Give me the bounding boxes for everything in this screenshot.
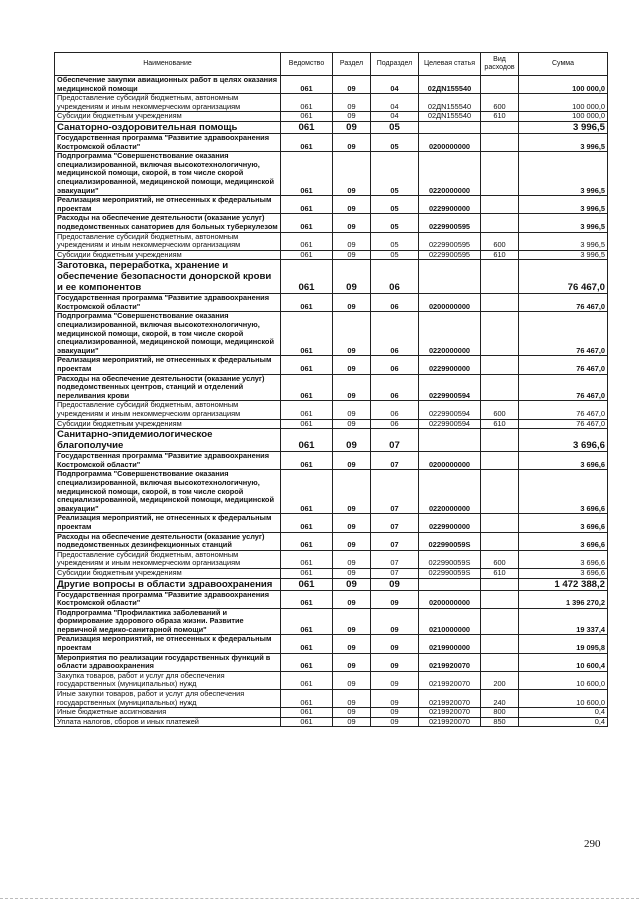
cell-name: Закупка товаров, работ и услуг для обеспечения государственных (муниципальных) нужд [55,671,281,689]
cell-target-article: 0200000000 [419,294,481,312]
cell-name: Мероприятия по реализации государственных функций в области здравоохранения [55,653,281,671]
cell-vedomstvo: 061 [281,294,333,312]
cell-target-article: 02ДN155540 [419,76,481,94]
header-razdel: Раздел [333,53,371,76]
cell-vedomstvo: 061 [281,94,333,112]
table-row [55,196,608,214]
cell-expense-type: 800 [481,708,519,718]
cell-vedomstvo: 061 [281,374,333,401]
cell-sum: 100 000,0 [519,76,608,94]
cell-sum: 0,4 [519,708,608,718]
table-row [55,653,608,671]
cell-target-article: 0229900000 [419,196,481,214]
cell-podrazdel: 09 [371,653,419,671]
cell-expense-type [481,356,519,374]
cell-vedomstvo: 061 [281,590,333,608]
cell-target-article: 0220000000 [419,312,481,356]
cell-name: Субсидии бюджетным учреждениям [55,419,281,429]
budget-document [54,52,607,727]
cell-target-article: 0219920070 [419,671,481,689]
cell-name: Подпрограмма "Профилактика заболеваний и формирование здорового образа жизни. Развитие первичной медико-санитарной помощи" [55,608,281,635]
cell-target-article: 02ДN155540 [419,112,481,122]
cell-sum: 1 472 388,2 [519,578,608,590]
cell-razdel: 09 [333,635,371,653]
cell-vedomstvo: 061 [281,152,333,196]
cell-target-article: 0219920070 [419,690,481,708]
cell-sum: 76 467,0 [519,294,608,312]
cell-name: Подпрограмма "Совершенствование оказания специализированной, включая высокотехнологичную, медицинской помощи, скорой, в том числе скорой специализированной, медицинской помощи, медицинской эвакуации" [55,470,281,514]
cell-name: Расходы на обеспечение деятельности (оказание услуг) подведомственных центров, станций и отделений переливания крови [55,374,281,401]
cell-target-article: 0200000000 [419,590,481,608]
cell-name: Расходы на обеспечение деятельности (оказание услуг) подведомственных дезинфекционных станций [55,532,281,550]
cell-sum: 3 996,5 [519,196,608,214]
cell-razdel: 09 [333,717,371,727]
cell-razdel: 09 [333,653,371,671]
cell-razdel: 09 [333,671,371,689]
cell-razdel: 09 [333,590,371,608]
cell-vedomstvo: 061 [281,312,333,356]
cell-name: Государственная программа "Развитие здравоохранения Костромской области" [55,590,281,608]
cell-sum: 76 467,0 [519,401,608,419]
cell-target-article: 0220000000 [419,470,481,514]
cell-sum: 100 000,0 [519,94,608,112]
cell-podrazdel: 05 [371,250,419,260]
cell-name: Предоставление субсидий бюджетным, автономным учреждениям и иным некоммерческим организациям [55,550,281,568]
cell-expense-type: 610 [481,250,519,260]
cell-vedomstvo: 061 [281,635,333,653]
cell-target-article: 0229900594 [419,419,481,429]
budget-table [54,52,608,727]
cell-razdel: 09 [333,608,371,635]
cell-expense-type [481,608,519,635]
table-row [55,260,608,294]
cell-sum: 1 396 270,2 [519,590,608,608]
cell-sum: 76 467,0 [519,356,608,374]
table-row [55,401,608,419]
header-vedomstvo: Ведомство [281,53,333,76]
cell-name: Уплата налогов, сборов и иных платежей [55,717,281,727]
table-row [55,452,608,470]
cell-name: Иные бюджетные ассигнования [55,708,281,718]
table-row [55,312,608,356]
cell-name: Государственная программа "Развитие здравоохранения Костромской области" [55,294,281,312]
cell-name: Санаторно-оздоровительная помощь [55,121,281,133]
cell-podrazdel: 09 [371,590,419,608]
header-name: Наименование [55,53,281,76]
cell-target-article: 0200000000 [419,452,481,470]
header-podrazdel: Подраздел [371,53,419,76]
cell-podrazdel: 06 [371,401,419,419]
table-row [55,608,608,635]
cell-podrazdel: 09 [371,635,419,653]
cell-podrazdel: 05 [371,121,419,133]
cell-podrazdel: 09 [371,671,419,689]
cell-sum: 76 467,0 [519,260,608,294]
cell-target-article: 0210000000 [419,608,481,635]
cell-expense-type [481,514,519,532]
cell-name: Заготовка, переработка, хранение и обеспечение безопасности донорской крови и ее компонентов [55,260,281,294]
cell-sum: 3 996,5 [519,214,608,232]
cell-sum: 3 696,6 [519,550,608,568]
header-sum: Сумма [519,53,608,76]
cell-vedomstvo: 061 [281,121,333,133]
cell-vedomstvo: 061 [281,356,333,374]
table-row [55,121,608,133]
cell-expense-type: 240 [481,690,519,708]
cell-expense-type: 610 [481,568,519,578]
cell-sum: 19 095,8 [519,635,608,653]
table-row [55,470,608,514]
page-number: 290 [584,838,601,850]
cell-podrazdel: 06 [371,374,419,401]
cell-target-article: 0229900594 [419,401,481,419]
cell-name: Расходы на обеспечение деятельности (оказание услуг) подведомственных санаториев для больных туберкулезом [55,214,281,232]
cell-expense-type [481,260,519,294]
table-row [55,690,608,708]
cell-podrazdel: 06 [371,312,419,356]
cell-target-article: 0220000000 [419,152,481,196]
cell-name: Предоставление субсидий бюджетным, автономным учреждениям и иным некоммерческим организациям [55,232,281,250]
cell-vedomstvo: 061 [281,653,333,671]
cell-podrazdel: 06 [371,356,419,374]
cell-podrazdel: 06 [371,419,419,429]
cell-name: Подпрограмма "Совершенствование оказания специализированной, включая высокотехнологичную, медицинской помощи, скорой, в том числе скорой специализированной, медицинской помощи, медицинской эвакуации" [55,152,281,196]
table-row [55,94,608,112]
cell-sum: 76 467,0 [519,312,608,356]
cell-target-article: 022990059S [419,532,481,550]
cell-expense-type [481,532,519,550]
cell-sum: 3 696,6 [519,532,608,550]
cell-vedomstvo: 061 [281,608,333,635]
cell-target-article: 0200000000 [419,133,481,151]
cell-razdel: 09 [333,708,371,718]
cell-sum: 0,4 [519,717,608,727]
cell-razdel: 09 [333,250,371,260]
table-header-row [55,53,608,76]
cell-expense-type: 850 [481,717,519,727]
cell-vedomstvo: 061 [281,76,333,94]
table-row [55,590,608,608]
cell-podrazdel: 04 [371,76,419,94]
table-row [55,133,608,151]
cell-vedomstvo: 061 [281,429,333,452]
cell-expense-type [481,374,519,401]
cell-expense-type [481,578,519,590]
cell-razdel: 09 [333,152,371,196]
cell-expense-type [481,152,519,196]
cell-podrazdel: 04 [371,112,419,122]
cell-expense-type: 610 [481,419,519,429]
cell-sum: 3 996,5 [519,121,608,133]
cell-sum: 76 467,0 [519,419,608,429]
cell-razdel: 09 [333,374,371,401]
cell-razdel: 09 [333,112,371,122]
cell-podrazdel: 07 [371,550,419,568]
cell-expense-type [481,294,519,312]
cell-vedomstvo: 061 [281,214,333,232]
cell-vedomstvo: 061 [281,250,333,260]
cell-expense-type: 200 [481,671,519,689]
cell-vedomstvo: 061 [281,568,333,578]
cell-sum: 3 696,6 [519,429,608,452]
cell-name: Реализация мероприятий, не отнесенных к федеральным проектам [55,635,281,653]
cell-name: Иные закупки товаров, работ и услуг для обеспечения государственных (муниципальных) нужд [55,690,281,708]
cell-sum: 100 000,0 [519,112,608,122]
cell-target-article: 0219900000 [419,635,481,653]
table-row [55,568,608,578]
cell-name: Другие вопросы в области здравоохранения [55,578,281,590]
cell-target-article: 0219920070 [419,717,481,727]
cell-vedomstvo: 061 [281,196,333,214]
table-row [55,250,608,260]
cell-razdel: 09 [333,401,371,419]
cell-expense-type: 610 [481,112,519,122]
table-row [55,514,608,532]
cell-target-article: 02ДN155540 [419,94,481,112]
table-row [55,708,608,718]
cell-razdel: 09 [333,232,371,250]
table-row [55,635,608,653]
cell-name: Субсидии бюджетным учреждениям [55,568,281,578]
table-row [55,112,608,122]
cell-sum: 10 600,0 [519,671,608,689]
cell-podrazdel: 04 [371,94,419,112]
cell-expense-type [481,452,519,470]
cell-podrazdel: 07 [371,429,419,452]
cell-target-article [419,578,481,590]
cell-expense-type [481,121,519,133]
cell-razdel: 09 [333,429,371,452]
cell-razdel: 09 [333,94,371,112]
cell-expense-type [481,429,519,452]
cell-target-article: 0219920070 [419,653,481,671]
cell-razdel: 09 [333,356,371,374]
table-row [55,671,608,689]
cell-vedomstvo: 061 [281,419,333,429]
cell-expense-type: 600 [481,401,519,419]
cell-expense-type: 600 [481,232,519,250]
cell-sum: 19 337,4 [519,608,608,635]
cell-vedomstvo: 061 [281,708,333,718]
cell-vedomstvo: 061 [281,532,333,550]
cell-razdel: 09 [333,312,371,356]
cell-sum: 76 467,0 [519,374,608,401]
cell-vedomstvo: 061 [281,470,333,514]
table-row [55,356,608,374]
cell-target-article: 0229900595 [419,214,481,232]
cell-sum: 3 696,6 [519,568,608,578]
cell-podrazdel: 09 [371,717,419,727]
cell-podrazdel: 05 [371,133,419,151]
cell-sum: 3 996,5 [519,250,608,260]
cell-vedomstvo: 061 [281,578,333,590]
cell-vedomstvo: 061 [281,133,333,151]
cell-razdel: 09 [333,514,371,532]
cell-podrazdel: 07 [371,452,419,470]
cell-name: Реализация мероприятий, не отнесенных к федеральным проектам [55,514,281,532]
cell-podrazdel: 05 [371,152,419,196]
cell-vedomstvo: 061 [281,514,333,532]
cell-expense-type [481,214,519,232]
cell-vedomstvo: 061 [281,690,333,708]
cell-vedomstvo: 061 [281,452,333,470]
table-row [55,717,608,727]
cell-sum: 3 696,6 [519,452,608,470]
cell-razdel: 09 [333,419,371,429]
cell-vedomstvo: 061 [281,401,333,419]
cell-expense-type [481,196,519,214]
cell-target-article: 022990059S [419,550,481,568]
cell-expense-type [481,653,519,671]
cell-razdel: 09 [333,550,371,568]
cell-razdel: 09 [333,690,371,708]
cell-target-article: 0219920070 [419,708,481,718]
cell-target-article: 022990059S [419,568,481,578]
cell-podrazdel: 09 [371,578,419,590]
cell-sum: 10 600,4 [519,653,608,671]
cell-podrazdel: 07 [371,568,419,578]
cell-vedomstvo: 061 [281,260,333,294]
cell-expense-type: 600 [481,94,519,112]
cell-name: Подпрограмма "Совершенствование оказания специализированной, включая высокотехнологичную, медицинской помощи, скорой, в том числе скорой специализированной, медицинской помощи, медицинской эвакуации" [55,312,281,356]
cell-sum: 3 996,5 [519,232,608,250]
cell-podrazdel: 09 [371,708,419,718]
cell-target-article [419,429,481,452]
cell-vedomstvo: 061 [281,671,333,689]
cell-podrazdel: 05 [371,214,419,232]
table-row [55,429,608,452]
cell-sum: 3 996,5 [519,133,608,151]
table-row [55,76,608,94]
table-row [55,419,608,429]
cell-target-article: 0229900595 [419,250,481,260]
cell-sum: 3 996,5 [519,152,608,196]
cell-razdel: 09 [333,452,371,470]
cell-razdel: 09 [333,76,371,94]
cell-razdel: 09 [333,532,371,550]
cell-name: Субсидии бюджетным учреждениям [55,250,281,260]
cell-expense-type: 600 [481,550,519,568]
cell-razdel: 09 [333,578,371,590]
cell-name: Санитарно-эпидемиологическое благополучие [55,429,281,452]
cell-razdel: 09 [333,196,371,214]
cell-name: Предоставление субсидий бюджетным, автономным учреждениям и иным некоммерческим организациям [55,401,281,419]
header-target-article: Целевая статья [419,53,481,76]
cell-name: Предоставление субсидий бюджетным, автономным учреждениям и иным некоммерческим организациям [55,94,281,112]
cell-sum: 3 696,6 [519,514,608,532]
cell-target-article: 0229900000 [419,356,481,374]
cell-vedomstvo: 061 [281,717,333,727]
cell-target-article [419,121,481,133]
cell-podrazdel: 06 [371,294,419,312]
cell-podrazdel: 06 [371,260,419,294]
cell-target-article: 0229900594 [419,374,481,401]
cell-vedomstvo: 061 [281,232,333,250]
cell-razdel: 09 [333,260,371,294]
cell-razdel: 09 [333,294,371,312]
cell-expense-type [481,635,519,653]
table-row [55,374,608,401]
cell-target-article [419,260,481,294]
cell-podrazdel: 05 [371,232,419,250]
cell-target-article: 0229900000 [419,514,481,532]
cell-expense-type [481,133,519,151]
cell-podrazdel: 07 [371,470,419,514]
cell-podrazdel: 07 [371,514,419,532]
cell-podrazdel: 09 [371,608,419,635]
cell-expense-type [481,590,519,608]
scan-edge-line [0,898,639,899]
cell-name: Субсидии бюджетным учреждениям [55,112,281,122]
table-row [55,532,608,550]
table-row [55,550,608,568]
cell-sum: 3 696,6 [519,470,608,514]
cell-target-article: 0229900595 [419,232,481,250]
cell-expense-type [481,312,519,356]
cell-name: Обеспечение закупки авиационных работ в целях оказания медицинской помощи [55,76,281,94]
header-expense-type: Вид расходов [481,53,519,76]
cell-podrazdel: 09 [371,690,419,708]
cell-name: Реализация мероприятий, не отнесенных к федеральным проектам [55,356,281,374]
table-row [55,294,608,312]
cell-expense-type [481,76,519,94]
cell-razdel: 09 [333,568,371,578]
cell-razdel: 09 [333,214,371,232]
cell-name: Государственная программа "Развитие здравоохранения Костромской области" [55,452,281,470]
cell-expense-type [481,470,519,514]
cell-sum: 10 600,0 [519,690,608,708]
table-row [55,152,608,196]
cell-vedomstvo: 061 [281,112,333,122]
cell-razdel: 09 [333,121,371,133]
cell-podrazdel: 07 [371,532,419,550]
table-row [55,214,608,232]
cell-name: Реализация мероприятий, не отнесенных к федеральным проектам [55,196,281,214]
cell-name: Государственная программа "Развитие здравоохранения Костромской области" [55,133,281,151]
table-body [55,76,608,727]
cell-podrazdel: 05 [371,196,419,214]
cell-razdel: 09 [333,470,371,514]
cell-vedomstvo: 061 [281,550,333,568]
table-row [55,232,608,250]
table-row [55,578,608,590]
cell-razdel: 09 [333,133,371,151]
